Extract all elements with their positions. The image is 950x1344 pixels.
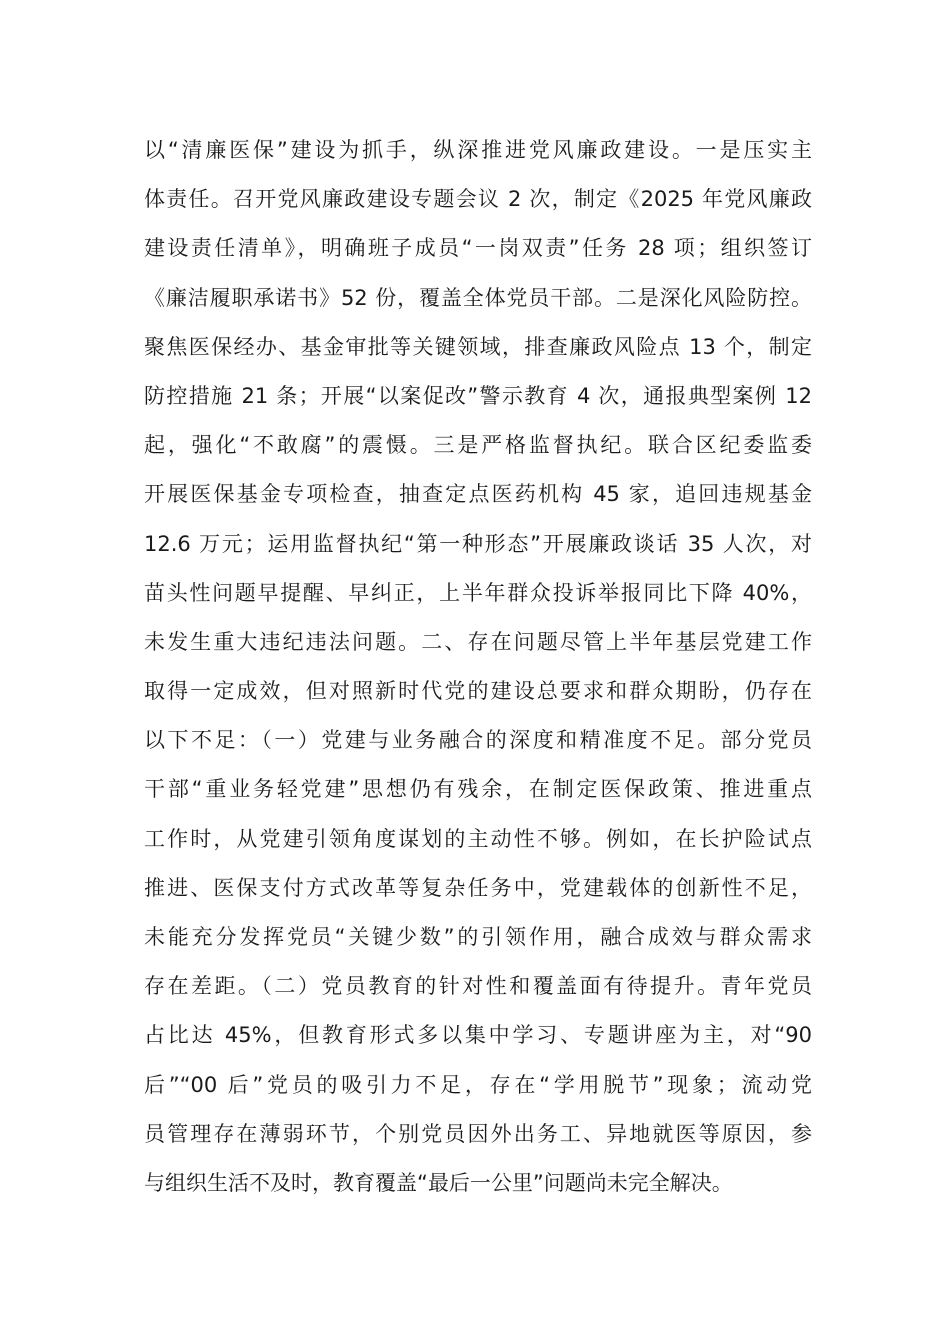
text-line: 员管理存在薄弱环节，个别党员因外出务工、异地就医等原因，参 (144, 1121, 812, 1146)
text-line: 取得一定成效，但对照新时代党的建设总要求和群众期盼，仍存在 (144, 679, 812, 704)
text-line: 推进、医保支付方式改革等复杂任务中，党建载体的创新性不足， (144, 875, 812, 900)
text-line: 《廉洁履职承诺书》52 份，覆盖全体党员干部。二是深化风险防控。 (144, 285, 812, 310)
body-paragraph (144, 126, 812, 1208)
text-line: 后”“00 后”党员的吸引力不足，存在“学用脱节”现象；流动党 (144, 1072, 812, 1097)
text-line: 苗头性问题早提醒、早纠正，上半年群众投诉举报同比下降 40%， (144, 580, 812, 605)
text-line: 聚焦医保经办、基金审批等关键领域，排查廉政风险点 13 个，制定 (144, 334, 812, 359)
text-line: 体责任。召开党风廉政建设专题会议 2 次，制定《2025 年党风廉政 (144, 187, 812, 212)
text-line: 与组织生活不及时，教育覆盖“最后一公里”问题尚未完全解决。 (144, 1170, 733, 1195)
text-line: 未能充分发挥党员“关键少数”的引领作用，融合成效与群众需求 (144, 925, 812, 949)
text-line: 占比达 45%，但教育形式多以集中学习、专题讲座为主，对“90 (144, 1023, 812, 1048)
text-line: 以下不足：（一）党建与业务融合的深度和精准度不足。部分党员 (144, 728, 812, 753)
text-line: 工作时，从党建引领角度谋划的主动性不够。例如，在长护险试点 (144, 826, 812, 851)
text-line: 开展医保基金专项检查，抽查定点医药机构 45 家，追回违规基金 (144, 482, 812, 507)
text-line: 起，强化“不敢腐”的震慑。三是严格监督执纪。联合区纪委监委 (144, 433, 812, 458)
text-line: 未发生重大违纪违法问题。二、存在问题尽管上半年基层党建工作 (144, 629, 812, 654)
text-line: 以“清廉医保”建设为抓手，纵深推进党风廉政建设。一是压实主 (144, 138, 812, 162)
text-line: 12.6 万元；运用监督执纪“第一种形态”开展廉政谈话 35 人次，对 (144, 531, 812, 556)
text-line: 建设责任清单》，明确班子成员“一岗双责”任务 28 项；组织签订 (144, 236, 812, 261)
text-line: 存在差距。（二）党员教育的针对性和覆盖面有待提升。青年党员 (144, 974, 812, 999)
text-line: 防控措施 21 条；开展“以案促改”警示教育 4 次，通报典型案例 12 (144, 383, 812, 408)
text-line: 干部“重业务轻党建”思想仍有残余，在制定医保政策、推进重点 (144, 777, 812, 802)
